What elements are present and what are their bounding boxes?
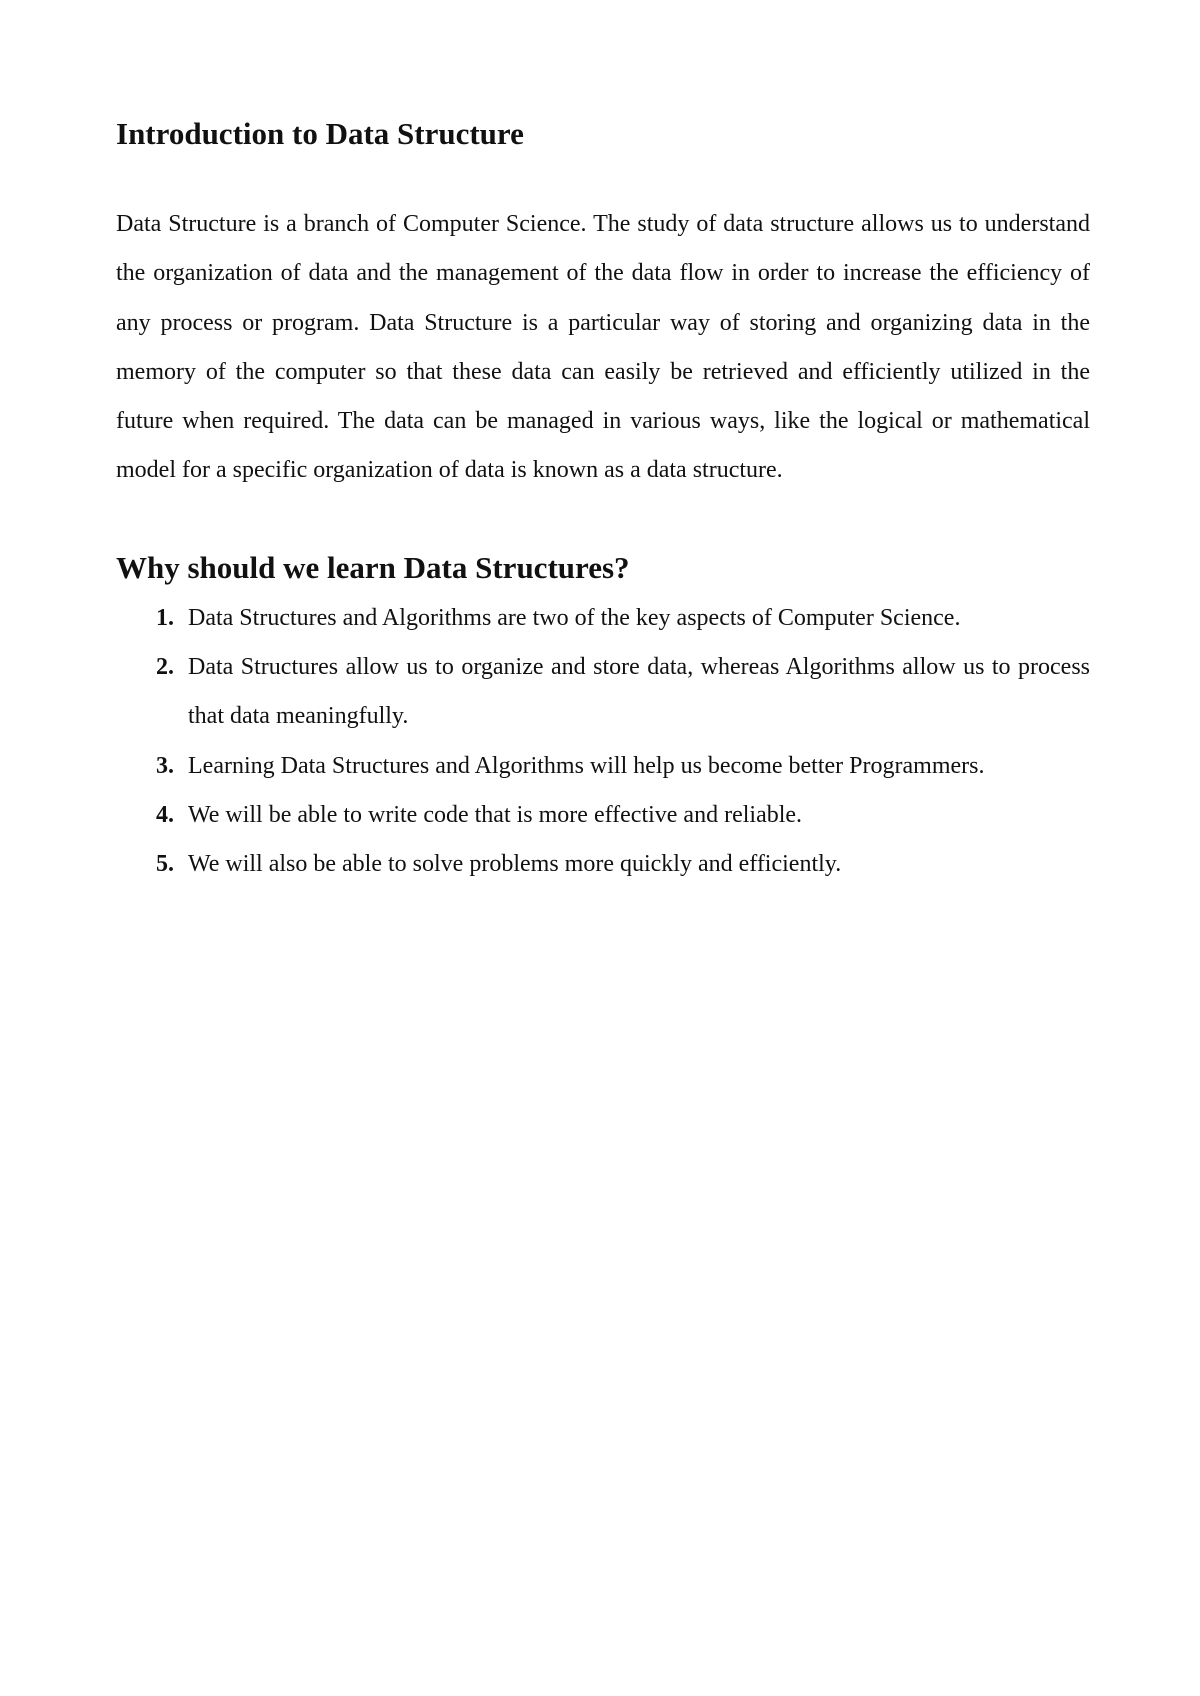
list-item-number: 3. (156, 752, 174, 779)
intro-paragraph: Data Structure is a branch of Computer Science. The study of data structure allows us to understand the organization of data and the management of the data flow in order to increase the efficiency of any process or program. Data Structure is a particular way of storing and organizing data in the memory of the computer so that these data can easily be retrieved and efficiently utilized in the future when required. The data can be managed in various ways, like the logical or mathematical model for a specific organization of data is known as a data structure. (116, 211, 1090, 484)
list-item-text: We will also be able to solve problems more quickly and efficiently. (188, 851, 842, 878)
list-item (116, 643, 1090, 742)
list-item-number: 4. (156, 801, 174, 828)
list-item-text: Learning Data Structures and Algorithms will help us become better Programmers. (188, 752, 985, 779)
document-content (116, 108, 1090, 890)
document-title: Introduction to Data Structure (116, 116, 524, 151)
list-item-number: 2. (156, 654, 174, 681)
list-item-text: We will be able to write code that is more effective and reliable. (188, 801, 803, 828)
list-item-text: Data Structures allow us to organize and store data, whereas Algorithms allow us to process that data meaningfully. (188, 654, 1090, 730)
list-item-text: Data Structures and Algorithms are two of the key aspects of Computer Science. (188, 604, 961, 631)
list-item-number: 1. (156, 604, 174, 631)
list-item-number: 5. (156, 851, 174, 878)
list-item (116, 840, 1090, 889)
list-item (116, 594, 1090, 643)
list-item (116, 742, 1090, 791)
section-heading: Why should we learn Data Structures? (116, 549, 630, 585)
list-item (116, 791, 1090, 840)
reasons-list (116, 594, 1090, 890)
